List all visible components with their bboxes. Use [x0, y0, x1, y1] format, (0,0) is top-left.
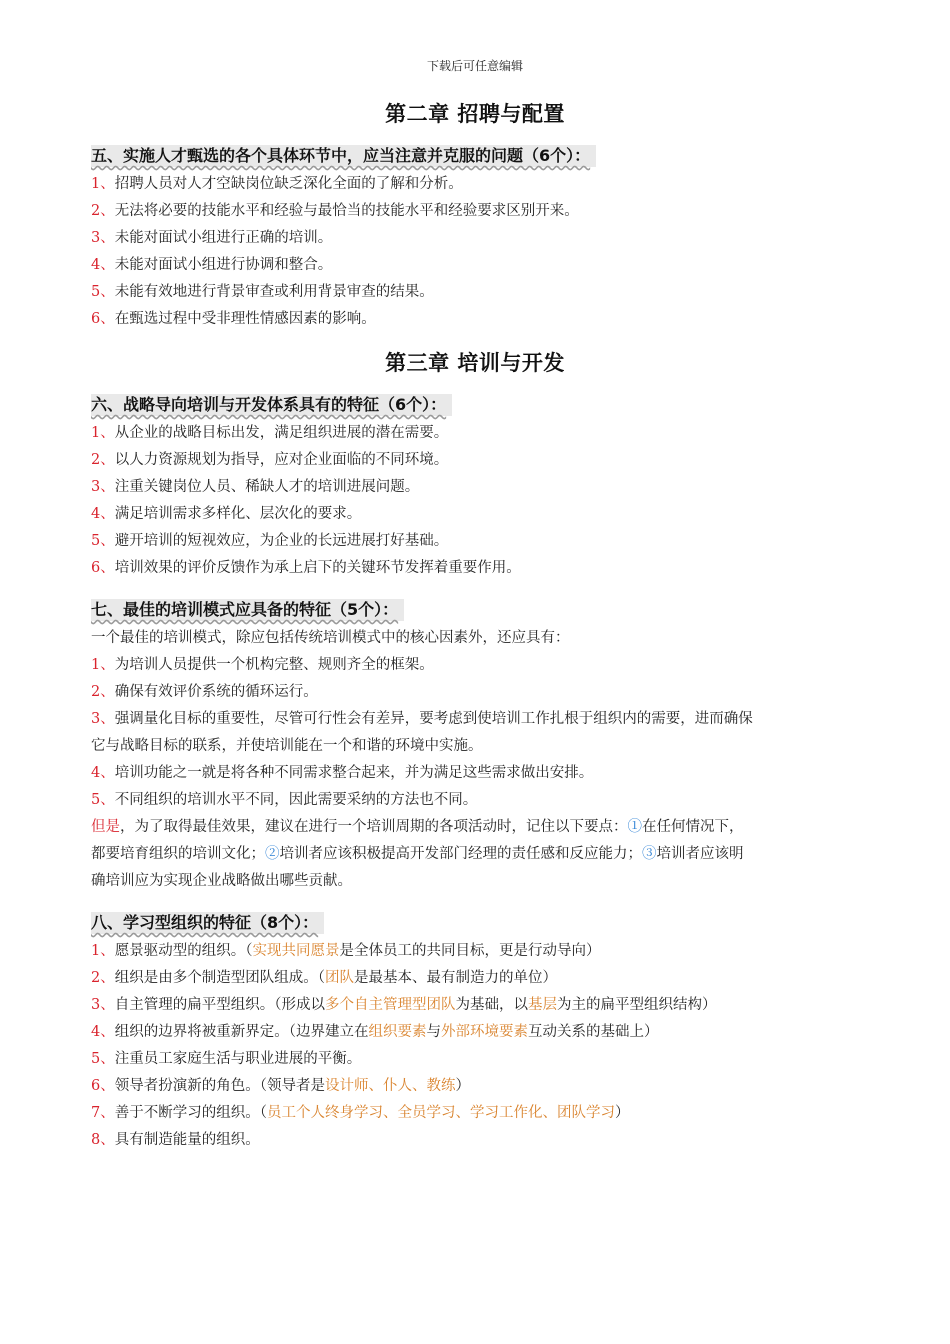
item-text: 是最基本、最有制造力的单位） [353, 970, 557, 986]
item-number: 4、 [91, 765, 115, 781]
item-number: 6、 [91, 311, 115, 327]
item-text: 是全体员工的共同目标，更是行动导向） [339, 943, 601, 959]
item-number: 2、 [91, 970, 115, 986]
highlight: 实现共同愿景 [252, 943, 340, 959]
list-item [91, 557, 861, 579]
section-7-intro: 一个最佳的培训模式，除应包括传统培训模式中的核心因素外，还应具有： [91, 630, 570, 646]
item-text: 注重关键岗位人员、稀缺人才的培训进展问题。 [114, 479, 420, 495]
item-number: 5、 [91, 533, 115, 549]
list-item [91, 1048, 861, 1070]
item-number: 3、 [91, 230, 115, 246]
item-number: 2、 [91, 452, 115, 468]
highlight: 教练 [426, 1078, 456, 1094]
list-item [91, 308, 861, 330]
chapter-2-title: 第二章 招聘与配置 [385, 102, 565, 126]
note-text: 培训者应该明 [656, 846, 744, 862]
item-text: 自主管理的扁平型组织。（形成以 [114, 997, 325, 1013]
item-text: 与 [426, 1024, 441, 1040]
marker-2: ② [265, 846, 280, 862]
chapter-3-title: 第三章 培训与开发 [385, 351, 565, 375]
item-number: 3、 [91, 711, 115, 727]
list-item [91, 254, 861, 276]
item-text: 以人力资源规划为指导，应对企业面临的不同环境。 [114, 452, 449, 468]
item-text: 注重员工家庭生活与职业进展的平衡。 [114, 1051, 362, 1067]
note-text: ，为了取得最佳效果，建议在进行一个培训周期的各项活动时，记住以下要点： [120, 819, 628, 835]
list-item [91, 530, 861, 552]
list-item [91, 227, 861, 249]
item-number: 5、 [91, 284, 115, 300]
highlight: 外部环境要素 [440, 1024, 528, 1040]
highlight: 全员学习 [397, 1105, 456, 1121]
list-item [91, 708, 861, 730]
list-item [91, 173, 861, 195]
list-item [91, 967, 861, 989]
marker-3: ③ [642, 846, 657, 862]
highlight: 仆人 [382, 1078, 412, 1094]
item-text: 不同组织的培训水平不同，因此需要采纳的方法也不同。 [114, 792, 478, 808]
item-number: 4、 [91, 257, 115, 273]
item-number: 5、 [91, 1051, 115, 1067]
item-text: ） [614, 1105, 630, 1121]
list-item [91, 476, 861, 498]
item-text: 培训效果的评价反馈作为承上启下的关键环节发挥着重要作用。 [114, 560, 521, 576]
list-item [91, 1021, 861, 1043]
list-item [91, 200, 861, 222]
section-7-note [91, 816, 861, 838]
item-text: 为培训人员提供一个机构完整、规则齐全的框架。 [114, 657, 434, 673]
separator: 、 [542, 1105, 557, 1121]
highlight: 基层 [527, 997, 557, 1013]
item-number: 4、 [91, 1024, 115, 1040]
item-text: 为基础，以 [455, 997, 528, 1013]
list-item [91, 654, 861, 676]
item-text: 善于不断学习的组织。（ [114, 1105, 267, 1121]
highlight: 多个自主管理型团队 [324, 997, 456, 1013]
item-number: 5、 [91, 792, 115, 808]
item-text: 组织的边界将被重新界定。（边界建立在 [114, 1024, 369, 1040]
section-8-title: 八、学习型组织的特征（8个）： [91, 913, 319, 932]
highlight: 学习工作化 [469, 1105, 543, 1121]
item-text: 未能对面试小组进行协调和整合。 [114, 257, 333, 273]
separator: 、 [411, 1078, 427, 1094]
list-item [91, 681, 861, 703]
highlight: 团队学习 [556, 1105, 615, 1121]
item-number: 6、 [91, 1078, 115, 1094]
item-number: 1、 [91, 176, 115, 192]
separator: 、 [382, 1105, 398, 1121]
item-text: 愿景驱动型的组织。（ [114, 943, 253, 959]
item-text: 从企业的战略目标出发，满足组织进展的潜在需要。 [114, 425, 449, 441]
item-text: 具有制造能量的组织。 [114, 1132, 260, 1148]
marker-1: ① [627, 819, 642, 835]
item-number: 2、 [91, 684, 115, 700]
note-text: 培训者应该积极提高开发部门经理的责任感和反应能力； [279, 846, 642, 862]
list-item [91, 1102, 861, 1124]
note-text: 都要培育组织的培训文化； [91, 846, 265, 862]
item-text: 在甄选过程中受非理性情感因素的影响。 [114, 311, 376, 327]
item-number: 3、 [91, 997, 115, 1013]
header-note: 下载后可任意编辑 [426, 59, 523, 73]
note-text: 在任何情况下， [642, 819, 744, 835]
list-item [91, 994, 861, 1016]
item-text: 为主的扁平型组织结构） [556, 997, 717, 1013]
item-number: 1、 [91, 657, 115, 673]
item-text: 确保有效评价系统的循环运行。 [114, 684, 318, 700]
list-item [91, 503, 861, 525]
section-8-heading [91, 912, 324, 934]
section-6-title: 六、战略导向培训与开发体系具有的特征（6个）： [91, 395, 447, 414]
item-text: 领导者扮演新的角色。（领导者是 [114, 1078, 325, 1094]
list-item [91, 1075, 861, 1097]
item-number: 4、 [91, 506, 115, 522]
section-5-title: 五、实施人才甄选的各个具体环节中，应当注意并克服的问题（6个）： [91, 146, 591, 165]
separator: 、 [455, 1105, 470, 1121]
highlight: 员工个人终身学习 [266, 1105, 383, 1121]
item-number: 1、 [91, 425, 115, 441]
list-item [91, 762, 861, 784]
item-number: 7、 [91, 1105, 115, 1121]
list-item [91, 422, 861, 444]
section-7-title: 七、最佳的培训模式应具备的特征（5个）： [91, 600, 399, 619]
item-number: 8、 [91, 1132, 115, 1148]
item-text: 避开培训的短视效应，为企业的长远进展打好基础。 [114, 533, 449, 549]
list-item [91, 789, 861, 811]
section-7-note: 确培训应为实现企业战略做出哪些贡献。 [91, 873, 352, 889]
note-lead: 但是 [91, 819, 120, 835]
separator: 、 [368, 1078, 383, 1094]
item-text: 未能有效地进行背景审查或利用背景审查的结果。 [114, 284, 434, 300]
item-number: 2、 [91, 203, 115, 219]
list-item-continuation: 它与战略目标的联系，并使培训能在一个和谐的环境中实施。 [91, 738, 483, 754]
highlight: 设计师 [324, 1078, 369, 1094]
section-5-heading [91, 145, 596, 167]
item-text: 无法将必要的技能水平和经验与最恰当的技能水平和经验要求区别开来。 [114, 203, 579, 219]
item-text: 互动关系的基础上） [527, 1024, 659, 1040]
highlight: 组织要素 [368, 1024, 427, 1040]
list-item [91, 1129, 861, 1151]
list-item [91, 940, 861, 962]
item-number: 1、 [91, 943, 115, 959]
item-text: 招聘人员对人才空缺岗位缺乏深化全面的了解和分析。 [114, 176, 463, 192]
item-text: 满足培训需求多样化、层次化的要求。 [114, 506, 362, 522]
item-text: 未能对面试小组进行正确的培训。 [114, 230, 333, 246]
item-text: 强调量化目标的重要性，尽管可行性会有差异，要考虑到使培训工作扎根于组织内的需要，进而确保 [114, 711, 753, 727]
highlight: 团队 [324, 970, 354, 986]
item-text: 培训功能之一就是将各种不同需求整合起来，并为满足这些需求做出安排。 [114, 765, 594, 781]
section-6-heading [91, 394, 452, 416]
section-7-note [91, 843, 861, 865]
item-text: 组织是由多个制造型团队组成。（ [114, 970, 325, 986]
list-item [91, 449, 861, 471]
section-7-heading [91, 599, 404, 621]
item-number: 6、 [91, 560, 115, 576]
item-number: 3、 [91, 479, 115, 495]
item-text: ） [455, 1078, 470, 1094]
list-item [91, 281, 861, 303]
